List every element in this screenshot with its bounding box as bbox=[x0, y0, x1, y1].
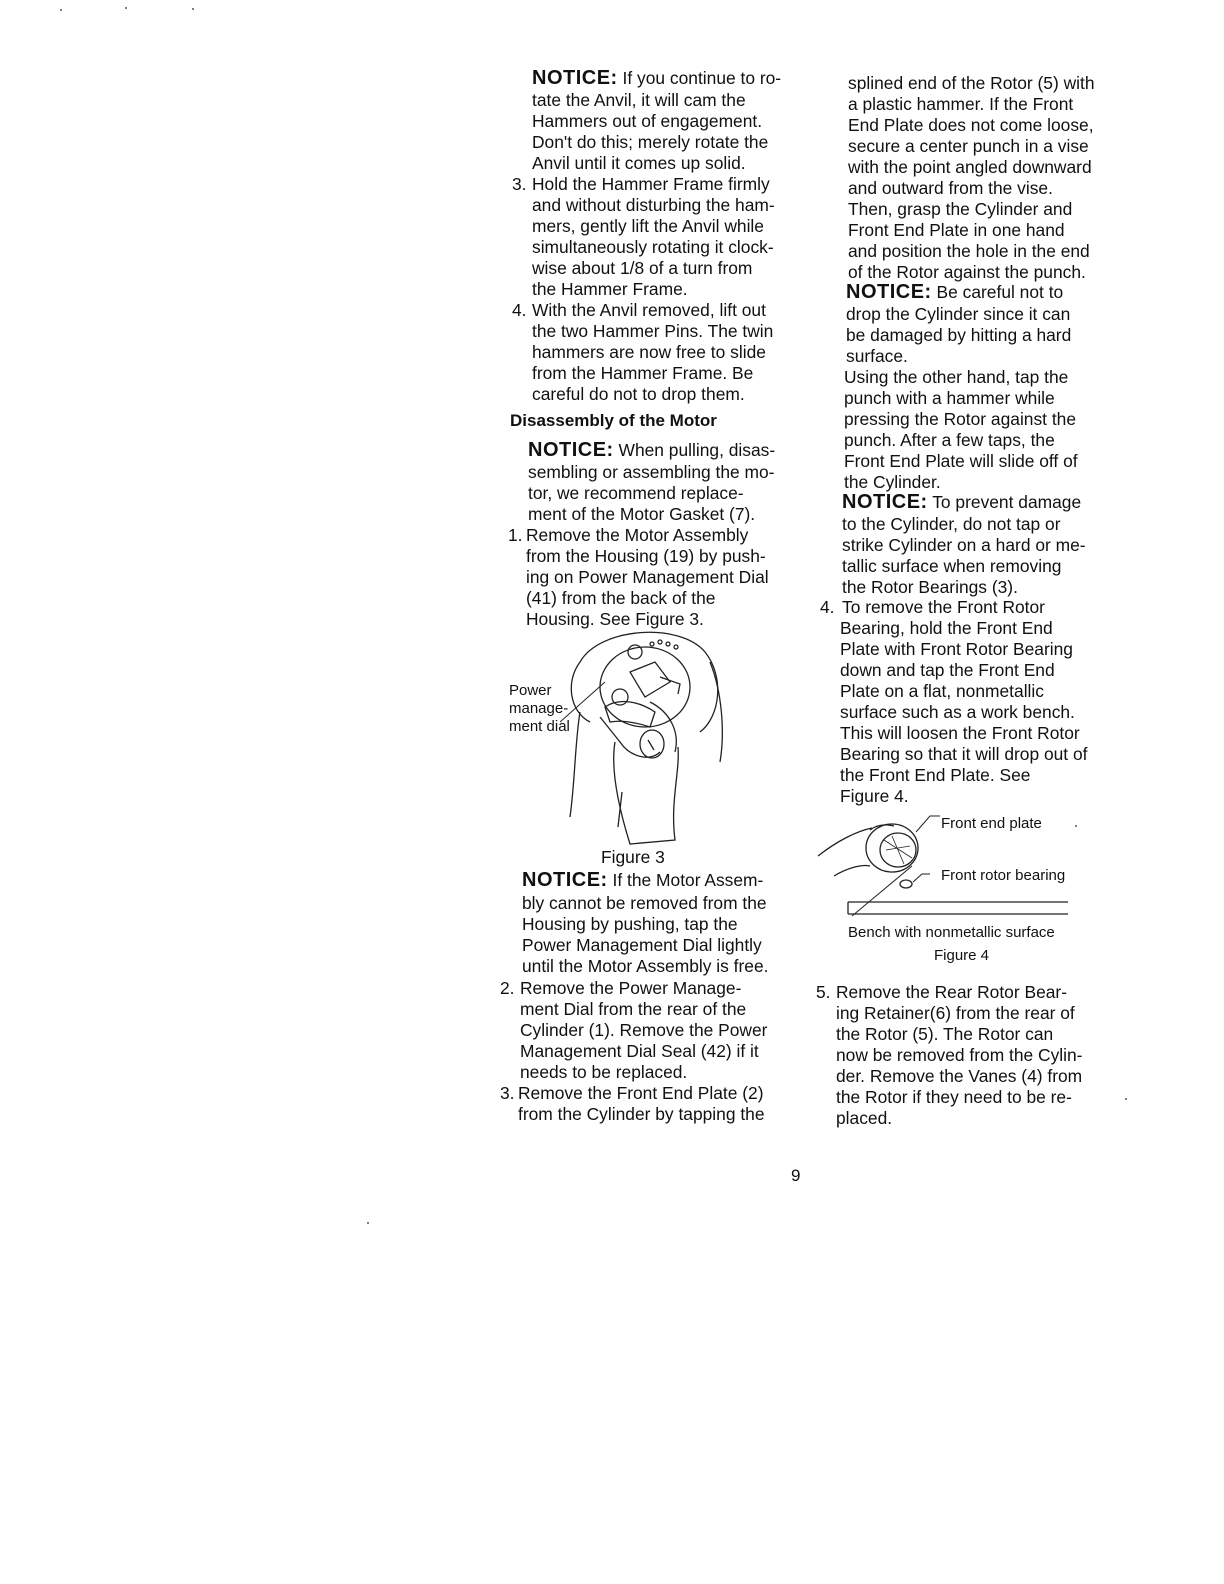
label-front-end-plate: Front end plate bbox=[941, 815, 1042, 832]
figure-4-caption: Figure 4 bbox=[934, 947, 990, 964]
scan-speck bbox=[1125, 1098, 1127, 1100]
notice-label: NOTICE: bbox=[532, 67, 618, 89]
callout-line bbox=[913, 874, 930, 882]
scan-speck bbox=[192, 8, 194, 10]
notice-label: NOTICE: bbox=[528, 439, 614, 461]
label-front-rotor-bearing: Front rotor bearing bbox=[941, 867, 1066, 884]
front-rotor-bearing bbox=[900, 880, 912, 888]
scan-speck bbox=[367, 1222, 369, 1224]
figure-3-caption: Figure 3 bbox=[601, 847, 665, 867]
notice-label: NOTICE: bbox=[522, 869, 608, 891]
front-end-plate bbox=[866, 824, 918, 872]
figure-3-illustration bbox=[560, 622, 740, 847]
power-management-dial bbox=[600, 647, 690, 727]
hand-outline bbox=[818, 828, 872, 856]
section-heading: Disassembly of the Motor bbox=[510, 411, 717, 430]
scan-speck bbox=[125, 7, 127, 9]
scan-speck bbox=[60, 9, 62, 11]
hand-outline bbox=[570, 712, 580, 817]
notice-label: NOTICE: bbox=[846, 281, 932, 303]
page-number: 9 bbox=[791, 1166, 801, 1185]
callout-line bbox=[916, 816, 940, 832]
notice-label: NOTICE: bbox=[842, 491, 928, 513]
label-bench: Bench with nonmetallic surface bbox=[848, 924, 1055, 941]
